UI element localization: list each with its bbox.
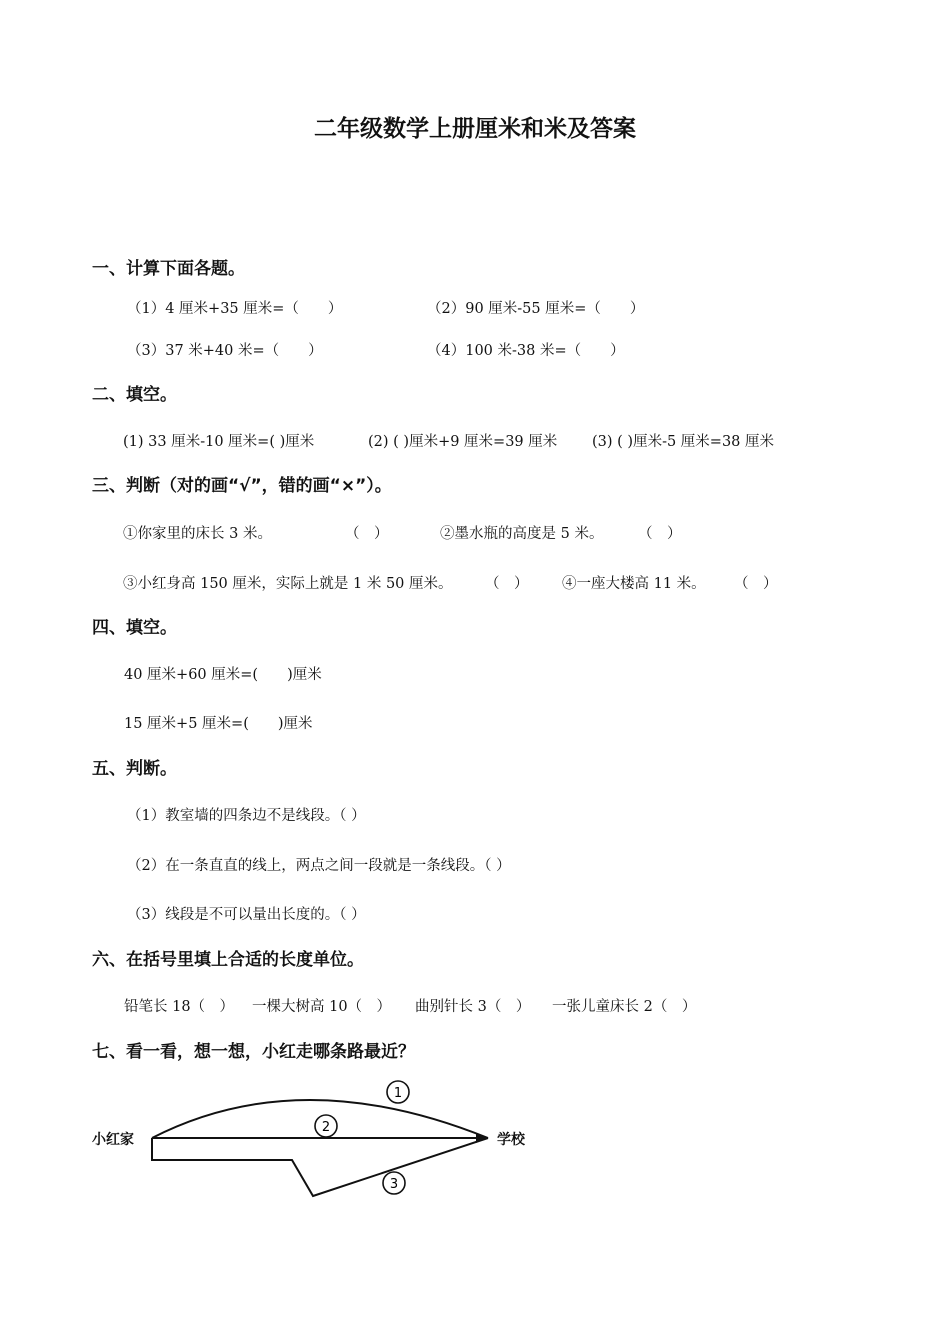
question-item: 铅笔长 18（ ）	[124, 999, 235, 1015]
page-title: 二年级数学上册厘米和米及答案	[314, 116, 636, 142]
question-item: ④一座大楼高 11 米。	[562, 576, 706, 592]
section-heading-3: 三、判断（对的画“√”，错的画“×”）。	[92, 476, 392, 496]
question-item: (3) ( )厘米-5 厘米=38 厘米	[592, 434, 775, 450]
question-item: (2) ( )厘米+9 厘米=39 厘米	[368, 434, 558, 450]
question-item: 40 厘米+60 厘米=( )厘米	[124, 667, 322, 683]
question-item: （1）教室墙的四条边不是线段。（ ）	[127, 808, 366, 824]
question-item: ③小红身高 150 厘米，实际上就是 1 米 50 厘米。	[123, 576, 453, 592]
question-item: （1）4 厘米+35 厘米=（ ）	[127, 301, 343, 317]
section-heading-4: 四、填空。	[92, 618, 177, 638]
question-item: （2）90 厘米-55 厘米=（ ）	[427, 301, 645, 317]
question-item: 一张儿童床长 2（ ）	[552, 999, 697, 1015]
question-item: 曲别针长 3（ ）	[415, 999, 531, 1015]
section-heading-7: 七、看一看，想一想，小红走哪条路最近？	[92, 1042, 415, 1062]
section-heading-2: 二、填空。	[92, 385, 177, 405]
section-heading-6: 六、在括号里填上合适的长度单位。	[92, 950, 364, 970]
diagram-start-label: 小红家	[92, 1132, 134, 1148]
route-1-number: 1	[393, 1086, 403, 1101]
route-3-path	[152, 1138, 488, 1196]
question-item: 15 厘米+5 厘米=( )厘米	[124, 716, 313, 732]
route-2-marker	[315, 1115, 337, 1137]
section-heading-1: 一、计算下面各题。	[92, 259, 245, 279]
question-item: 一棵大树高 10（ ）	[252, 999, 392, 1015]
question-item: （4）100 米-38 米=（ ）	[427, 343, 625, 359]
route-3-marker	[383, 1172, 405, 1194]
route-2-number: 2	[321, 1120, 331, 1135]
question-item: ①你家里的床长 3 米。	[123, 526, 272, 542]
question-item: ②墨水瓶的高度是 5 米。	[440, 526, 604, 542]
diagram-end-label: 学校	[497, 1132, 525, 1148]
answer-paren: （ ）	[638, 526, 682, 542]
answer-paren: （ ）	[345, 526, 389, 542]
route-1-marker	[387, 1081, 409, 1103]
question-item: （2）在一条直直的线上，两点之间一段就是一条线段。（ ）	[127, 858, 511, 874]
question-item: （3）37 米+40 米=（ ）	[127, 343, 323, 359]
route-3-number: 3	[389, 1177, 399, 1192]
question-item: (1) 33 厘米-10 厘米=( )厘米	[123, 434, 315, 450]
arrowhead-icon	[476, 1133, 488, 1143]
section-heading-5: 五、判断。	[92, 759, 177, 779]
answer-paren: （ ）	[485, 576, 529, 592]
question-item: （3）线段是不可以量出长度的。（ ）	[127, 907, 366, 923]
answer-paren: （ ）	[734, 576, 778, 592]
